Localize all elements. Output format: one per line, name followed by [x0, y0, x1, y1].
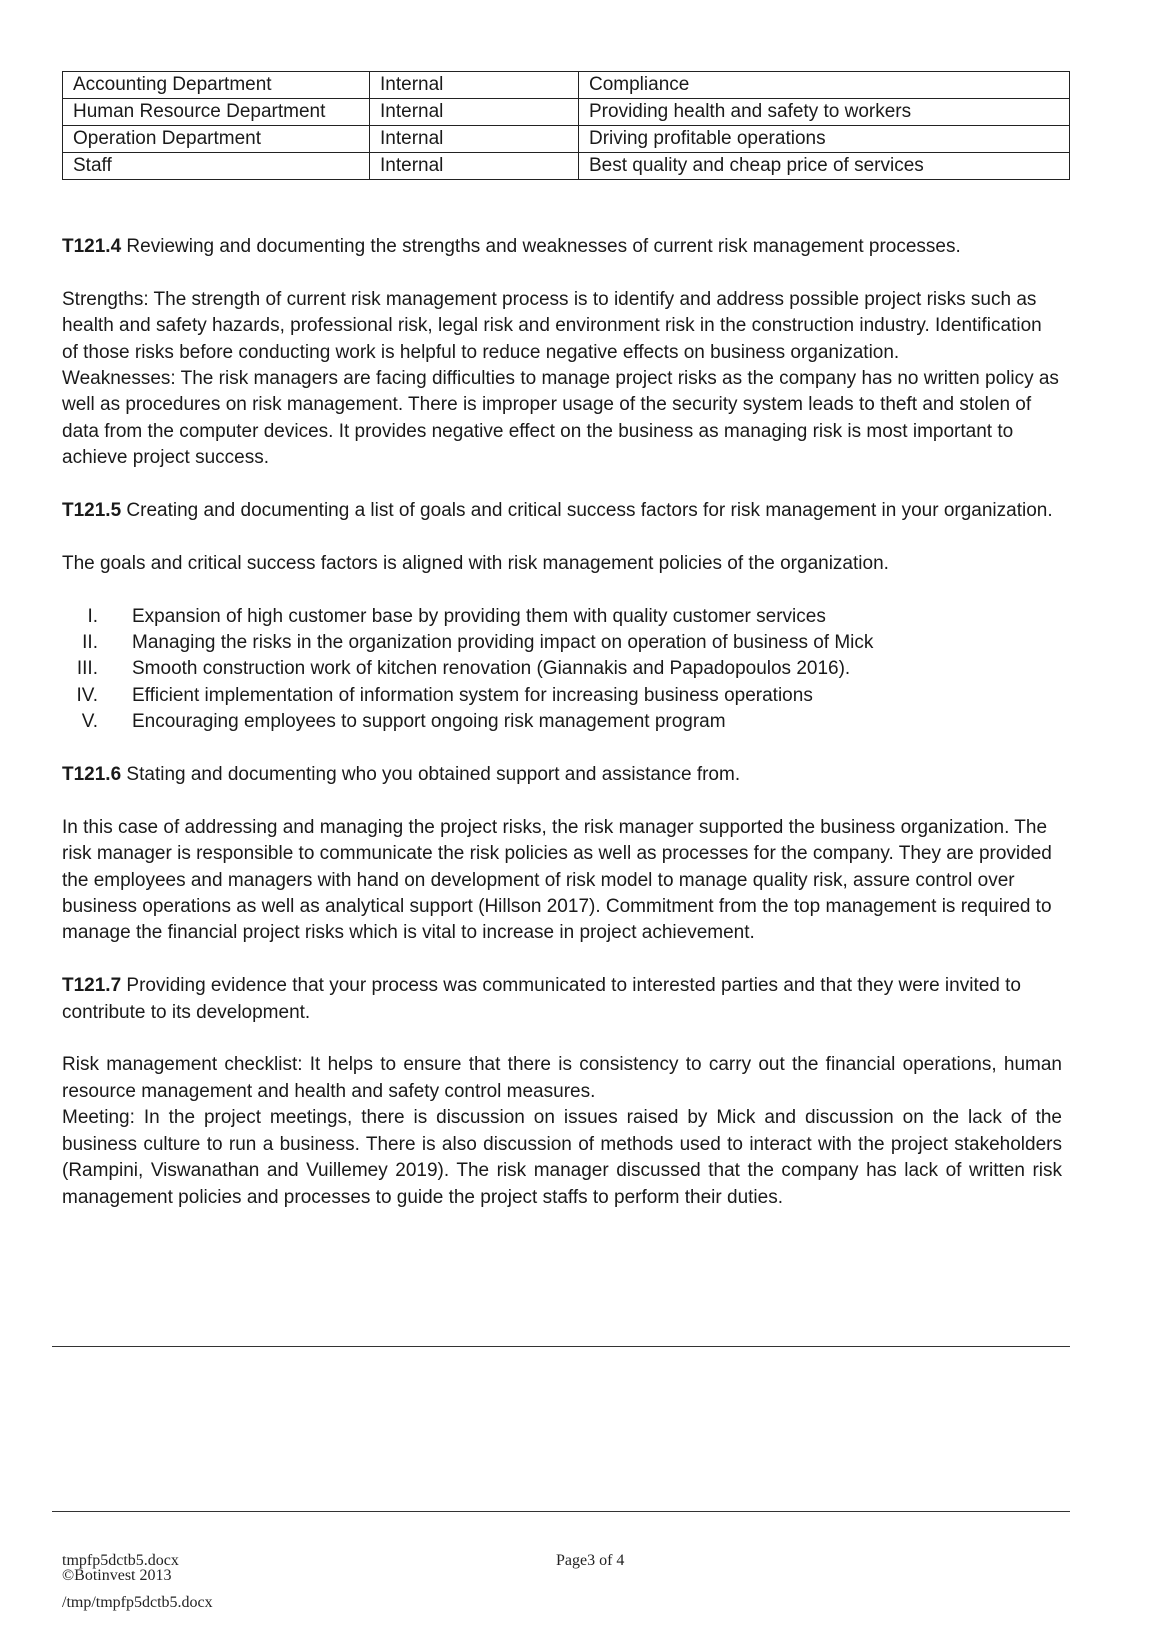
list-item-number: V.	[81, 711, 98, 733]
list-item-text: Encouraging employees to support ongoing risk management program	[132, 711, 726, 733]
stakeholder-cell: Operation Department	[63, 126, 370, 153]
list-item	[62, 604, 1062, 630]
stakeholder-cell: Human Resource Department	[63, 99, 370, 126]
footer-filename: tmpfp5dctb5.docx	[62, 1552, 179, 1569]
stakeholder-table	[62, 71, 1070, 180]
list-item	[62, 630, 1062, 656]
list-item-text: Efficient implementation of information system for increasing business operations	[132, 684, 813, 706]
support-paragraph: In this case of addressing and managing the project risks, the risk manager supported the business organization. The risk manager is responsible to communicate the risk policies as well as processes for the company. They are provided the employees and managers with hand on development of risk model to manage quality risk, assure control over business operations as well as analytical support (Hillson 2017). Commitment from the top management is required to manage the financial project risks which is vital to increase in project achievement.	[62, 816, 1052, 944]
document-body	[62, 234, 1062, 1211]
section-heading-t1215	[62, 498, 1062, 524]
footer-copyright: ©Botinvest 2013	[62, 1567, 172, 1584]
section-title: Creating and documenting a list of goals and critical success factors for risk management in your organization.	[121, 500, 1053, 522]
type-cell: Internal	[370, 153, 579, 180]
list-item-text: Smooth construction work of kitchen renovation (Giannakis and Papadopoulos 2016).	[132, 658, 851, 680]
section-code: T121.4	[62, 236, 122, 257]
strengths-paragraph: Strengths: The strength of current risk management process is to identify and address possible project risks such as health and safety hazards, professional risk, legal risk and environment risk in the construction industry. Identification of those risks before conducting work is helpful to reduce negative effects on business organization.	[62, 288, 1042, 363]
goals-intro: The goals and critical success factors is aligned with risk management policies of the organization.	[62, 552, 889, 574]
section-title: Stating and documenting who you obtained support and assistance from.	[121, 764, 741, 786]
list-item	[62, 709, 1062, 735]
list-item-text: Expansion of high customer base by providing them with quality customer services	[132, 605, 826, 627]
type-cell: Internal	[370, 72, 579, 99]
interest-cell: Providing health and safety to workers	[579, 99, 1070, 126]
table-row	[63, 72, 1070, 99]
section-title: Reviewing and documenting the strengths and weaknesses of current risk management processes.	[121, 236, 961, 257]
section-code: T121.6	[62, 764, 122, 786]
interest-cell: Driving profitable operations	[579, 126, 1070, 153]
list-item-number: IV.	[76, 684, 98, 706]
goals-list	[62, 604, 1062, 736]
section-heading-t1217	[62, 973, 1062, 1026]
checklist-paragraph: Risk management checklist: It helps to ensure that there is consistency to carry out the financial operations, human resource management and health and safety control measures.	[62, 1054, 1062, 1102]
footer-divider-upper	[52, 1346, 1070, 1347]
list-item	[62, 656, 1062, 682]
footer-page-number: Page3 of 4	[556, 1552, 625, 1569]
section-heading-t1216	[62, 762, 1062, 788]
footer-divider-lower	[52, 1511, 1070, 1512]
weaknesses-paragraph: Weaknesses: The risk managers are facing difficulties to manage project risks as the company has no written policy as well as procedures on risk management. There is improper usage of the security system leads to theft and stolen of data from the computer devices. It provides negative effect on the business as managing risk is most important to achieve project success.	[62, 368, 1059, 469]
table-row	[63, 126, 1070, 153]
type-cell: Internal	[370, 99, 579, 126]
list-item-text: Managing the risks in the organization providing impact on operation of business of Mick	[132, 632, 874, 654]
list-item-number: II.	[82, 632, 98, 654]
list-item	[62, 683, 1062, 709]
section-code: T121.5	[62, 500, 122, 522]
section-title: Providing evidence that your process was communicated to interested parties and that they were invited to contribute to its development.	[62, 975, 1021, 1023]
footer-path: /tmp/tmpfp5dctb5.docx	[62, 1594, 213, 1611]
section-heading-t1214	[62, 234, 1062, 260]
list-item-number: I.	[87, 605, 98, 627]
interest-cell: Compliance	[579, 72, 1070, 99]
table-row	[63, 99, 1070, 126]
stakeholder-cell: Accounting Department	[63, 72, 370, 99]
section-code: T121.7	[62, 975, 122, 997]
list-item-number: III.	[76, 658, 98, 680]
type-cell: Internal	[370, 126, 579, 153]
interest-cell: Best quality and cheap price of services	[579, 153, 1070, 180]
table-row	[63, 153, 1070, 180]
stakeholder-cell: Staff	[63, 153, 370, 180]
meeting-paragraph: Meeting: In the project meetings, there is discussion on issues raised by Mick and discussion on the lack of the business culture to run a business. There is also discussion of methods used to interact with the project stakeholders (Rampini, Viswanathan and Vuillemey 2019). The risk manager discussed that the company has lack of written risk management policies and processes to guide the project staffs to perform their duties.	[62, 1107, 1062, 1208]
